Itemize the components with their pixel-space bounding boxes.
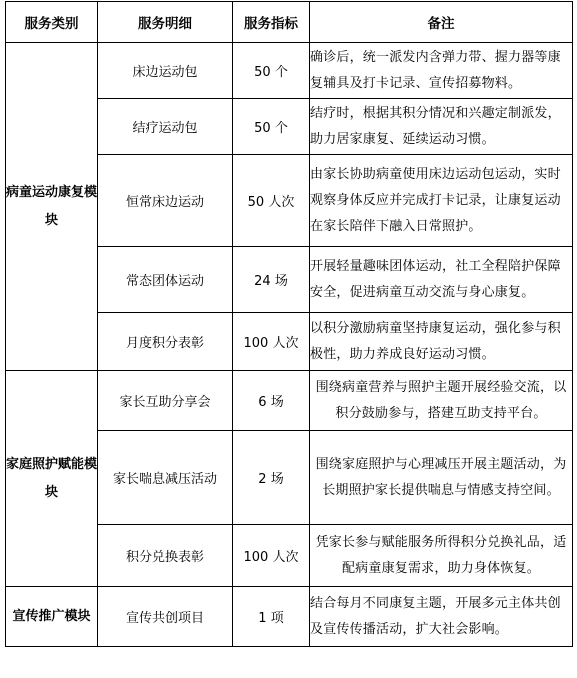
indicator-cell: 50 人次 [233,155,310,247]
header-row [6,2,573,43]
note-cell: 围绕病童营养与照护主题开展经验交流，以积分鼓励参与，搭建互助支持平台。 [310,371,573,431]
item-cell: 恒常床边运动 [98,155,233,247]
indicator-cell: 2 场 [233,431,310,525]
table-row [6,587,573,647]
note-cell: 确诊后，统一派发内含弹力带、握力器等康复辅具及打卡记录、宣传招募物料。 [310,43,573,99]
indicator-cell: 1 项 [233,587,310,647]
table-row [6,43,573,99]
indicator-cell: 50 个 [233,99,310,155]
note-cell: 结疗时，根据其积分情况和兴趣定制派发，助力居家康复、延续运动习惯。 [310,99,573,155]
item-cell: 家长互助分享会 [98,371,233,431]
header-indicator: 服务指标 [233,2,310,43]
item-cell: 结疗运动包 [98,99,233,155]
note-cell: 围绕家庭照护与心理减压开展主题活动，为长期照护家长提供喘息与情感支持空间。 [310,431,573,525]
service-table [5,1,573,647]
indicator-cell: 24 场 [233,247,310,313]
note-cell: 以积分激励病童坚持康复运动，强化参与积极性，助力养成良好运动习惯。 [310,313,573,371]
indicator-cell: 100 人次 [233,313,310,371]
note-cell: 开展轻量趣味团体运动，社工全程陪护保障安全，促进病童互动交流与身心康复。 [310,247,573,313]
note-cell: 由家长协助病童使用床边运动包运动，实时观察身体反应并完成打卡记录，让康复运动在家长陪伴下融入日常照护。 [310,155,573,247]
header-category: 服务类别 [6,2,98,43]
header-item: 服务明细 [98,2,233,43]
item-cell: 宣传共创项目 [98,587,233,647]
indicator-cell: 50 个 [233,43,310,99]
category-cell: 家庭照护赋能模块 [6,371,98,587]
item-cell: 家长喘息减压活动 [98,431,233,525]
header-note: 备注 [310,2,573,43]
note-cell: 结合每月不同康复主题，开展多元主体共创及宣传传播活动，扩大社会影响。 [310,587,573,647]
indicator-cell: 100 人次 [233,525,310,587]
item-cell: 积分兑换表彰 [98,525,233,587]
item-cell: 床边运动包 [98,43,233,99]
table-row [6,371,573,431]
indicator-cell: 6 场 [233,371,310,431]
item-cell: 常态团体运动 [98,247,233,313]
item-cell: 月度积分表彰 [98,313,233,371]
category-cell: 宣传推广模块 [6,587,98,647]
category-cell: 病童运动康复模块 [6,43,98,371]
note-cell: 凭家长参与赋能服务所得积分兑换礼品，适配病童康复需求，助力身体恢复。 [310,525,573,587]
